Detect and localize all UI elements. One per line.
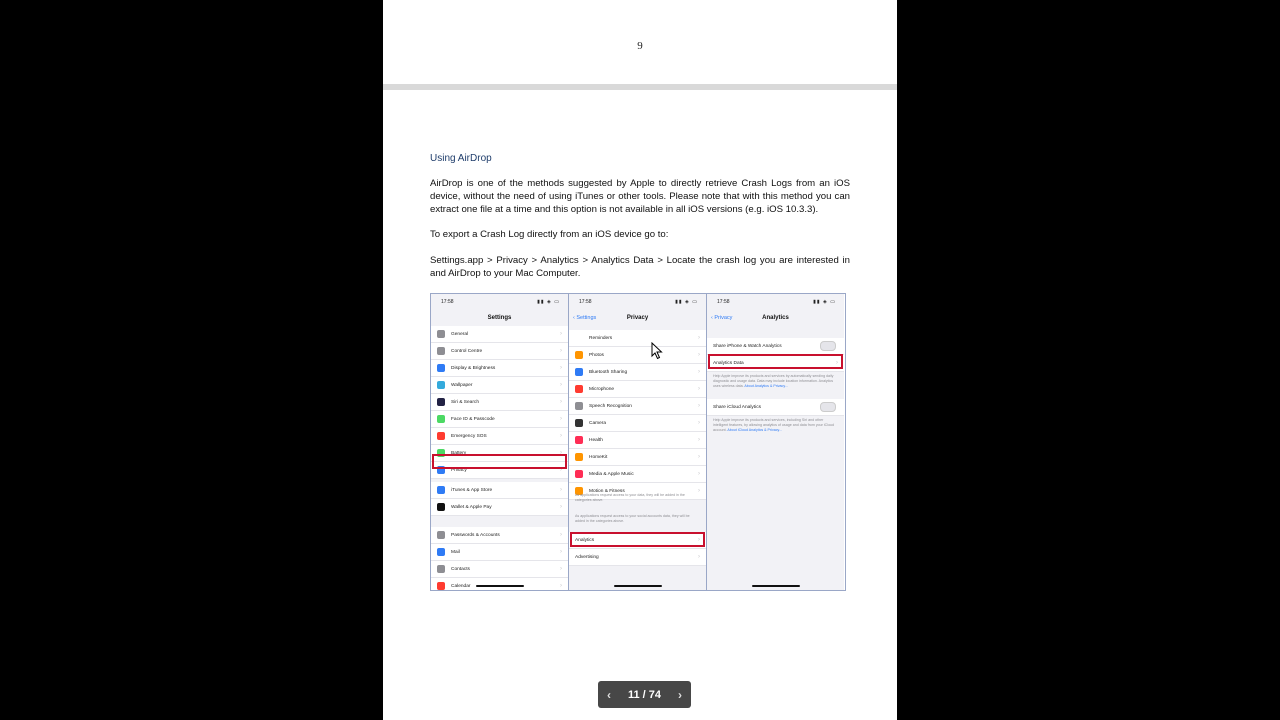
privacy-screen — [569, 294, 707, 590]
setting-icon — [437, 503, 445, 511]
page-number: 9 — [637, 40, 643, 52]
chevron-right-icon: › — [560, 532, 562, 538]
setting-icon — [575, 368, 583, 376]
row-label: Media & Apple Music — [589, 471, 634, 477]
settings-row — [431, 343, 568, 360]
settings-row — [431, 578, 568, 590]
chevron-right-icon: › — [560, 450, 562, 456]
setting-icon — [575, 419, 583, 427]
analytics-highlight-box — [570, 532, 705, 547]
settings-row — [431, 499, 568, 516]
status-icons: ▮▮ ◈ ▭ — [813, 299, 836, 305]
toggle-switch — [820, 341, 836, 351]
settings-row — [431, 394, 568, 411]
setting-icon — [575, 470, 583, 478]
settings-row — [569, 364, 706, 381]
settings-row — [569, 449, 706, 466]
chevron-right-icon: › — [560, 566, 562, 572]
row-label: Motion & Fitness — [589, 488, 625, 494]
page-indicator: 11 / 74 — [627, 688, 662, 701]
setting-icon — [437, 330, 445, 338]
chevron-right-icon: › — [560, 504, 562, 510]
setting-icon — [437, 398, 445, 406]
row-label: Mail — [451, 549, 460, 555]
share-iphone-analytics-row: Share iPhone & Watch Analytics — [707, 338, 844, 355]
chevron-right-icon: › — [698, 420, 700, 426]
settings-row — [431, 561, 568, 578]
chevron-right-icon: › — [698, 369, 700, 375]
privacy-note-2: As applications request access to your social accounts data, they will be added in the categories above. — [575, 514, 690, 523]
setting-icon — [437, 415, 445, 423]
row-label: Control Centre — [451, 348, 483, 354]
settings-group-2 — [431, 482, 568, 516]
home-indicator — [614, 585, 662, 587]
status-time: 17:58 — [717, 299, 730, 305]
privacy-note-1: As applications request access to your data, they will be added in the categories above. — [575, 493, 685, 502]
row-label: Battery — [451, 450, 467, 456]
row-label: Display & Brightness — [451, 365, 496, 371]
toggle-switch — [820, 402, 836, 412]
page-navigator — [598, 681, 691, 708]
chevron-right-icon: › — [698, 437, 700, 443]
privacy-title: Privacy — [626, 315, 649, 321]
setting-icon — [437, 432, 445, 440]
row-label: Camera — [589, 420, 607, 426]
status-time: 17:58 — [579, 299, 592, 305]
analytics-note-1: Help Apple improve its products and services by automatically sending daily diagnostic and usage data. Data may include location information. Analytics uses wireless data. About Analytics & Privacy... — [713, 374, 834, 388]
chevron-right-icon: › — [560, 348, 562, 354]
home-indicator — [752, 585, 800, 587]
next-page-icon[interactable]: › — [677, 687, 682, 702]
settings-row — [569, 381, 706, 398]
setting-icon — [437, 565, 445, 573]
chevron-right-icon: › — [560, 382, 562, 388]
chevron-right-icon: › — [560, 416, 562, 422]
paragraph-airdrop-intro: AirDrop is one of the methods suggested by Apple to directly retrieve Crash Logs from an iOS device, without the need of using iTunes or other tools. Please note that with this method you can extract one file at a time and this option is not available in all iOS versions (e.g. iOS 10.3.3). — [430, 178, 850, 215]
share-icloud-analytics-row: Share iCloud Analytics — [707, 399, 844, 416]
settings-screen — [431, 294, 569, 590]
status-time: 17:58 — [441, 299, 454, 305]
row-label: Wallet & Apple Pay — [451, 504, 492, 510]
chevron-right-icon: › — [560, 549, 562, 555]
analytics-title: Analytics — [762, 315, 789, 321]
settings-row — [569, 398, 706, 415]
analytics-list — [707, 338, 844, 435]
settings-row — [431, 527, 568, 544]
row-label: Emergency SOS — [451, 433, 487, 439]
setting-icon — [575, 453, 583, 461]
settings-title: Settings — [487, 315, 512, 321]
status-icons: ▮▮ ◈ ▭ — [537, 299, 560, 305]
row-label: iTunes & App Store — [451, 487, 493, 493]
row-label: Face ID & Passcode — [451, 416, 495, 422]
chevron-right-icon: › — [698, 386, 700, 392]
row-label: Wallpaper — [451, 382, 473, 388]
chevron-right-icon: › — [560, 467, 562, 473]
privacy-list — [569, 330, 706, 500]
setting-icon — [575, 436, 583, 444]
chevron-right-icon: › — [698, 335, 700, 341]
setting-icon — [575, 385, 583, 393]
analytics-data-highlight-box — [708, 354, 843, 369]
row-label: Privacy — [451, 467, 467, 473]
previous-page-bottom — [383, 0, 897, 84]
chevron-right-icon: › — [560, 433, 562, 439]
setting-icon — [437, 381, 445, 389]
document-page — [383, 90, 897, 720]
row-label: General — [451, 331, 469, 337]
settings-row — [569, 330, 706, 347]
row-label: Contacts — [451, 566, 470, 572]
settings-row — [431, 326, 568, 343]
settings-row — [569, 466, 706, 483]
setting-icon — [575, 334, 583, 342]
row-label: Photos — [589, 352, 604, 358]
privacy-highlight-box — [432, 454, 567, 469]
setting-icon — [437, 364, 445, 372]
chevron-right-icon: › — [698, 488, 700, 494]
analytics-data-row: Analytics Data › — [707, 355, 844, 372]
previous-page-icon[interactable]: ‹ — [607, 687, 611, 702]
row-label: Calendar — [451, 583, 471, 589]
row-label: Microphone — [589, 386, 615, 392]
settings-row — [569, 432, 706, 449]
analytics-note-2: Help Apple improve its products and services, including Siri and other intelligent features, by allowing analytics of usage and data from your iCloud account. About iCloud Analytics & Privacy... — [713, 418, 835, 432]
row-label: Speech Recognition — [589, 403, 632, 409]
settings-row — [431, 377, 568, 394]
settings-row — [569, 347, 706, 364]
settings-row — [431, 428, 568, 445]
chevron-right-icon: › — [698, 471, 700, 477]
home-indicator — [476, 585, 524, 587]
setting-icon — [437, 582, 445, 590]
row-label: Reminders — [589, 335, 613, 341]
chevron-right-icon: › — [698, 403, 700, 409]
analytics-screen — [707, 294, 844, 590]
back-settings-link: ‹ Settings — [573, 315, 597, 321]
chevron-right-icon: › — [698, 352, 700, 358]
chevron-right-icon: › — [560, 399, 562, 405]
settings-row — [431, 544, 568, 561]
back-privacy-link: ‹ Privacy — [711, 315, 733, 321]
chevron-right-icon: › — [560, 487, 562, 493]
status-icons: ▮▮ ◈ ▭ — [675, 299, 698, 305]
setting-icon — [437, 486, 445, 494]
settings-row — [431, 411, 568, 428]
settings-group-3 — [431, 527, 568, 590]
paragraph-settings-path: Settings.app > Privacy > Analytics > Analytics Data > Locate the crash log you are interested in and AirDrop to your Mac Computer. — [430, 255, 850, 279]
row-label: Siri & Search — [451, 399, 479, 405]
advertising-row: Advertising › — [569, 549, 706, 566]
setting-icon — [575, 351, 583, 359]
settings-row — [431, 482, 568, 499]
analytics-row: Analytics › — [569, 532, 706, 549]
row-label: Bluetooth Sharing — [589, 369, 628, 375]
chevron-right-icon: › — [560, 583, 562, 589]
chevron-right-icon: › — [560, 331, 562, 337]
row-label: Passwords & Accounts — [451, 532, 500, 538]
privacy-notes — [569, 488, 706, 526]
section-heading: Using AirDrop — [430, 153, 492, 164]
row-label: Health — [589, 437, 603, 443]
setting-icon — [437, 548, 445, 556]
setting-icon — [437, 347, 445, 355]
settings-row — [569, 415, 706, 432]
chevron-right-icon: › — [560, 365, 562, 371]
setting-icon — [437, 531, 445, 539]
settings-row — [431, 360, 568, 377]
chevron-right-icon: › — [698, 454, 700, 460]
paragraph-export-intro: To export a Crash Log directly from an iOS device go to: — [430, 229, 669, 240]
setting-icon — [575, 402, 583, 410]
row-label: HomeKit — [589, 454, 608, 460]
ios-screenshots-figure — [430, 293, 846, 591]
